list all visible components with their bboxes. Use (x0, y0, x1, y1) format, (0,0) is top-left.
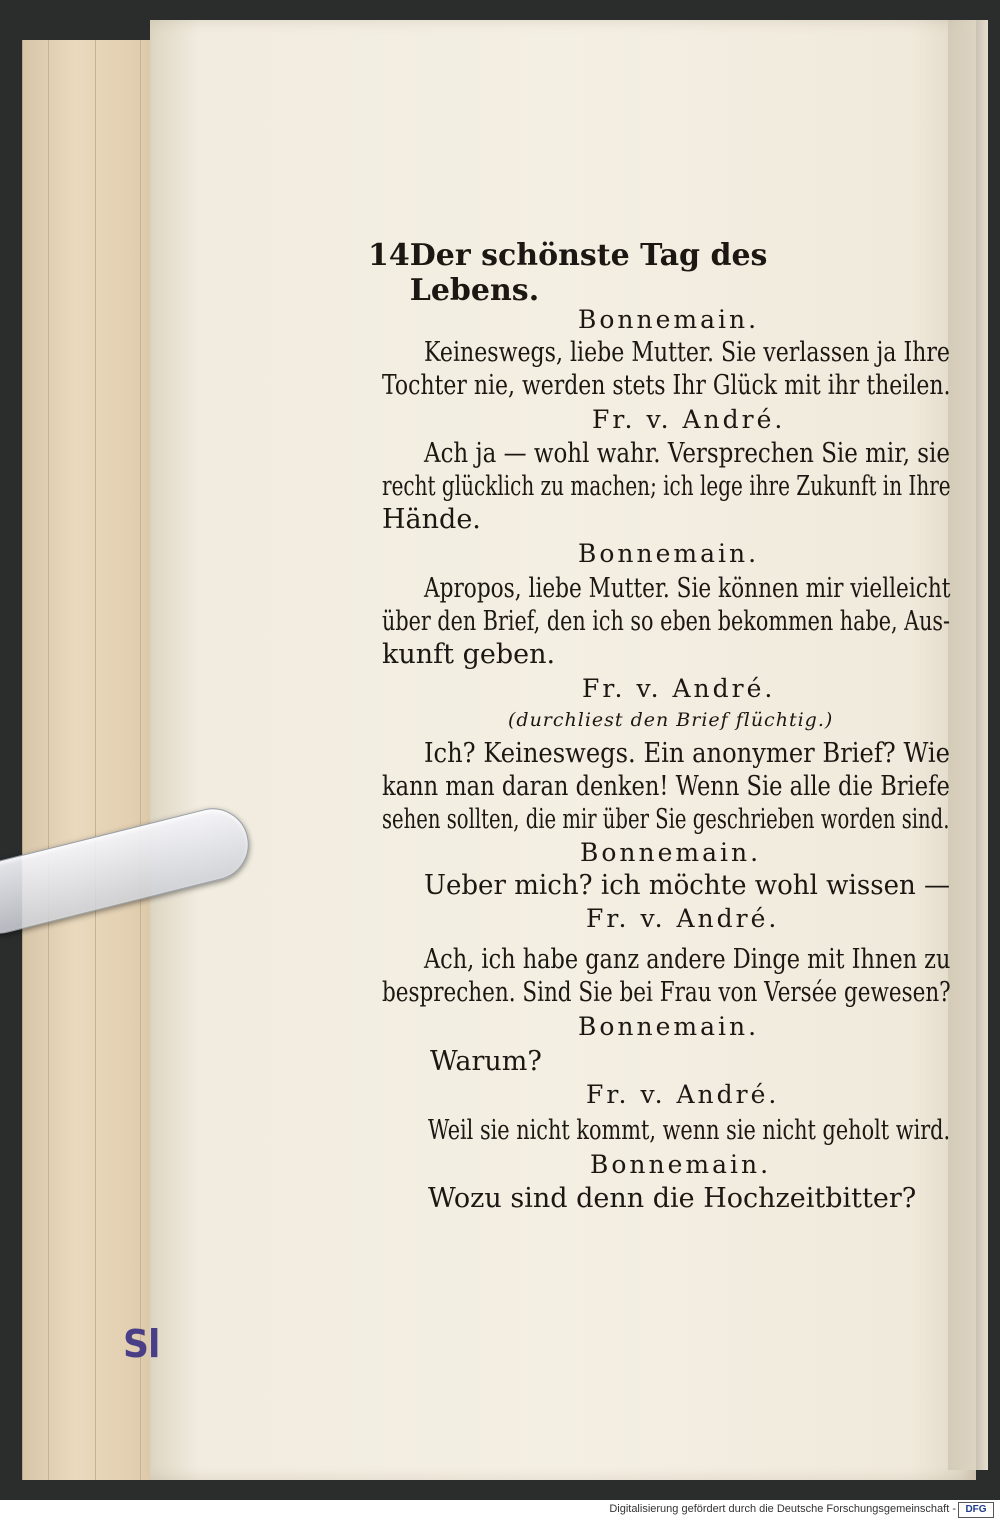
running-head (368, 238, 838, 308)
text-line: Apropos, liebe Mutter. Sie können mir vielleicht (424, 573, 951, 604)
text-line: Ich? Keineswegs. Ein anonymer Brief? Wie (424, 738, 950, 769)
speaker-name: Bonnemain. (578, 1012, 760, 1041)
speaker-name: Fr. v. André. (586, 1080, 780, 1109)
text-line: kunft geben. (382, 639, 556, 670)
text-line: sehen sollten, die mir über Sie geschrieben worden sind. (382, 804, 950, 835)
footer-credit: Digitalisierung gefördert durch die Deutsche Forschungsgemeinschaft - (609, 1503, 956, 1515)
speaker-name: Bonnemain. (590, 1150, 772, 1179)
text-line: Ach, ich habe ganz andere Dinge mit Ihnen zu (424, 944, 951, 975)
speaker-name: Fr. v. André. (582, 674, 776, 703)
text-line: Ach ja — wohl wahr. Versprechen Sie mir, sie (424, 438, 950, 469)
text-line: Weil sie nicht kommt, wenn sie nicht geholt wird. (428, 1115, 951, 1146)
text-line: Keineswegs, liebe Mutter. Sie verlassen ja Ihre (424, 337, 950, 368)
text-line: über den Brief, den ich so eben bekommen habe, Aus- (382, 606, 951, 637)
text-line: Warum? (430, 1046, 542, 1077)
speaker-name: Bonnemain. (578, 305, 760, 334)
speaker-name: Bonnemain. (578, 539, 760, 568)
text-line: Wozu sind denn die Hochzeitbitter? (428, 1183, 917, 1214)
speaker-name: Bonnemain. (580, 838, 762, 867)
speaker-name: Fr. v. André. (592, 405, 786, 434)
text-line: Hände. (382, 504, 481, 535)
text-line: besprechen. Sind Sie bei Frau von Versée gewesen? (382, 977, 951, 1008)
library-stamp: Sl (122, 1322, 160, 1366)
running-title: Der schönste Tag des Lebens. (409, 238, 768, 308)
stage-direction: (durchliest den Brief flüchtig.) (508, 709, 834, 731)
text-line: kann man daran denken! Wenn Sie alle die Briefe (382, 771, 950, 802)
text-line: Tochter nie, werden stets Ihr Glück mit ihr theilen. (382, 370, 951, 401)
text-line: recht glücklich zu machen; ich lege ihre Zukunft in Ihre (382, 471, 951, 502)
page-number: 14 (368, 238, 410, 273)
dfg-logo: DFG (958, 1502, 994, 1518)
text-line: Ueber mich? ich möchte wohl wissen — (424, 870, 951, 901)
speaker-name: Fr. v. André. (586, 904, 780, 933)
